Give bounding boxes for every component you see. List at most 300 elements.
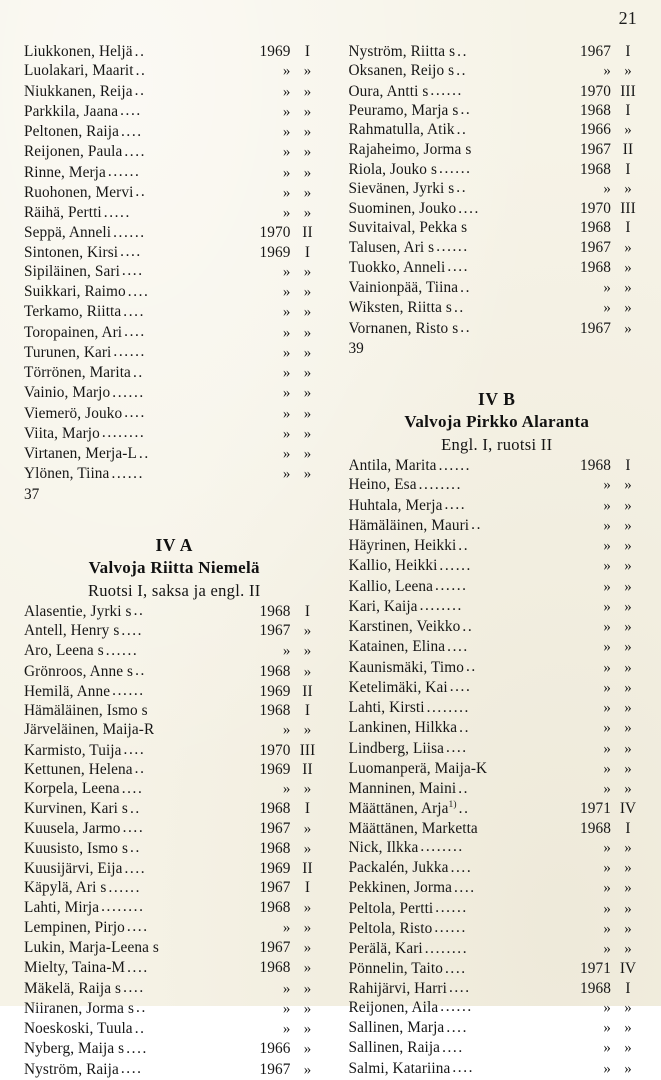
entry-level: »: [303, 425, 312, 442]
entry-year: »: [282, 164, 291, 181]
dot-leader: ..: [460, 319, 472, 336]
student-name: Peltola, Pertti: [348, 899, 434, 917]
student-name: Antell, Henry s: [24, 622, 120, 639]
entry-level: »: [303, 820, 312, 837]
student-name: Nyström, Raija: [24, 1060, 119, 1078]
student-name: Mielty, Taina-M: [24, 959, 126, 977]
entry-year: »: [282, 284, 291, 300]
entry-year: »: [282, 1000, 291, 1017]
entry-level: »: [303, 919, 312, 936]
student-entry: [349, 858, 646, 878]
entry-level: »: [303, 1021, 312, 1037]
student-name: Häyrinen, Heikki: [348, 537, 457, 554]
entry-year: 1968: [580, 979, 611, 997]
entry-level: »: [624, 122, 632, 138]
dot-leader: ..: [459, 718, 471, 736]
student-entry: [349, 617, 646, 637]
entry-year: »: [282, 980, 291, 997]
student-entry: [24, 1019, 325, 1039]
entry-year: »: [603, 920, 611, 937]
entry-year: »: [603, 839, 611, 856]
student-entry: [349, 1018, 646, 1038]
entry-year: »: [603, 1060, 611, 1077]
student-name: Viemerö, Jouko: [24, 404, 123, 422]
entry-year: »: [282, 385, 291, 402]
dot-leader: ........: [426, 698, 470, 716]
student-name: Hämäläinen, Ismo s: [24, 702, 148, 719]
entry-level: »: [624, 300, 632, 317]
entry-year: 1967: [580, 319, 611, 337]
dot-leader: ....: [122, 819, 145, 836]
entry-year: »: [282, 446, 291, 462]
dot-leader: ..: [458, 799, 470, 817]
student-name: Lahti, Kirsti: [348, 699, 425, 716]
student-entry: [24, 701, 325, 720]
entry-year: 1967: [259, 1060, 291, 1078]
entry-year: »: [603, 578, 611, 595]
entry-year: 1968: [259, 800, 291, 818]
entry-level: »: [624, 839, 632, 856]
dot-leader: ......: [435, 577, 468, 594]
student-entry: [24, 979, 325, 999]
dot-leader: ......: [111, 464, 144, 482]
student-name: Määttänen, Arja$^{1)}$: [348, 800, 457, 818]
dot-leader: ........: [424, 939, 469, 957]
student-entry: [349, 678, 646, 698]
entry-level: »: [624, 239, 632, 256]
student-name: Rahijärvi, Harri: [348, 979, 447, 997]
dot-leader: ....: [453, 878, 476, 896]
page-number: 21: [618, 8, 637, 28]
right-column: [335, 42, 646, 1080]
entry-level: »: [624, 781, 632, 797]
student-name: Peltonen, Raija: [24, 123, 119, 140]
entry-level: »: [624, 659, 632, 676]
entry-year: »: [282, 781, 291, 797]
entry-year: »: [282, 103, 291, 120]
entry-year: 1968: [580, 258, 611, 276]
student-entry: [349, 120, 646, 140]
student-entry: [349, 979, 646, 998]
entry-level: »: [624, 639, 632, 656]
entry-level: »: [624, 900, 632, 917]
entry-level: I: [625, 979, 631, 997]
subjects-line: Engl. I, ruotsi II: [441, 435, 553, 454]
entry-level: II: [302, 682, 313, 700]
student-entry: [24, 938, 325, 958]
dot-leader: ....: [127, 958, 149, 976]
entry-level: »: [303, 83, 312, 100]
entry-level: »: [624, 1060, 632, 1077]
student-entry: [349, 218, 646, 237]
student-name: Terkamo, Riitta: [24, 303, 122, 321]
student-entry: [349, 298, 646, 318]
student-entry: [349, 475, 646, 495]
dot-leader: ....: [123, 741, 146, 758]
entry-level: I: [625, 160, 631, 178]
entry-level: »: [624, 760, 632, 777]
dot-leader: ....: [446, 739, 468, 756]
dot-leader: ....: [450, 858, 473, 876]
student-name: Toropainen, Ari: [24, 323, 123, 341]
entry-level: I: [304, 702, 311, 719]
entry-year: »: [282, 466, 291, 483]
student-entry: [24, 682, 325, 701]
entry-level: IV: [619, 800, 637, 818]
student-entry: [349, 160, 646, 179]
dot-leader: ....: [121, 621, 144, 639]
student-name: Viita, Marjo: [24, 424, 100, 442]
entry-year: 1968: [580, 457, 611, 474]
dot-leader: ........: [419, 597, 463, 615]
entry-year: »: [603, 781, 611, 797]
dot-leader: ....: [446, 1018, 469, 1036]
entry-level: »: [303, 940, 312, 956]
entry-level: I: [304, 243, 311, 261]
student-name: Suikkari, Raimo: [24, 283, 126, 300]
heading-spacer: [24, 504, 325, 534]
entry-year: »: [603, 760, 611, 777]
entry-year: »: [282, 919, 291, 936]
student-entry: [349, 939, 646, 959]
dot-leader: ..: [134, 42, 146, 60]
dot-leader: ........: [101, 898, 145, 915]
student-entry: [24, 424, 325, 444]
dot-leader: ....: [120, 102, 142, 120]
entry-year: 1966: [259, 1040, 291, 1058]
entry-year: 1969: [259, 682, 291, 700]
dot-leader: ..: [135, 662, 146, 679]
dot-leader: ..: [456, 179, 468, 197]
student-name: Vainionpää, Tiina: [348, 279, 459, 296]
student-name: Tuokko, Anneli: [348, 258, 446, 276]
student-name: Karmisto, Tuija: [24, 741, 122, 759]
entry-year: 1968: [259, 959, 291, 977]
dot-leader: ......: [113, 223, 146, 241]
student-entry: [349, 516, 646, 536]
entry-year: »: [603, 180, 611, 197]
dot-leader: ..: [456, 120, 468, 138]
entry-level: »: [624, 180, 632, 197]
student-entry: [349, 998, 646, 1018]
student-name: Kari, Kaija: [348, 597, 418, 615]
student-name: Kettunen, Helena: [24, 760, 133, 778]
entry-level: »: [303, 344, 312, 361]
student-name: Nyberg, Maija s: [24, 1040, 125, 1058]
entry-year: 1967: [580, 43, 611, 60]
student-name: Karstinen, Veikko: [348, 618, 461, 635]
entry-level: »: [303, 405, 312, 422]
entry-level: I: [304, 800, 311, 818]
student-name: Noeskoski, Tuula: [24, 1020, 133, 1037]
entry-year: 1968: [259, 702, 291, 719]
entry-year: 1968: [259, 662, 291, 680]
student-name: Ylönen, Tiina: [24, 465, 110, 483]
student-entry: [24, 262, 325, 282]
entry-level: »: [624, 700, 632, 716]
dot-leader: ..: [136, 999, 147, 1017]
student-name: Kuusijärvi, Eija: [24, 860, 123, 877]
dot-leader: ..: [133, 602, 145, 620]
heading-spacer: [349, 358, 646, 388]
student-entry: [349, 739, 646, 759]
entry-level: »: [624, 999, 632, 1016]
dot-leader: ....: [126, 918, 149, 936]
entry-level: »: [624, 920, 632, 937]
entry-level: III: [620, 82, 636, 100]
student-entry: [24, 464, 325, 484]
dot-leader: ......: [430, 82, 463, 99]
dot-leader: ....: [120, 1060, 143, 1077]
dot-leader: ..: [138, 444, 150, 462]
dot-leader: ....: [444, 959, 467, 977]
dot-leader: ..: [134, 760, 146, 778]
student-entry: [349, 258, 646, 278]
student-entry: [349, 637, 646, 657]
entry-year: »: [282, 124, 291, 140]
entry-year: »: [603, 477, 611, 494]
entry-level: »: [303, 466, 312, 483]
entry-level: »: [303, 184, 312, 201]
student-name: Nyström, Riitta s: [348, 43, 456, 60]
student-name: Lukin, Marja-Leena s: [24, 939, 159, 956]
student-entry: [24, 602, 325, 621]
student-name: Käpylä, Ari s: [24, 879, 107, 897]
student-entry: [349, 238, 646, 258]
student-name: Korpela, Leena: [24, 780, 120, 797]
dot-leader: ....: [126, 1039, 148, 1057]
footnote-marker: 1): [448, 800, 457, 811]
two-column-body: [0, 42, 661, 1080]
entry-year: »: [603, 860, 611, 876]
entry-year: 1970: [580, 200, 611, 217]
student-name: Törrönen, Marita: [24, 364, 131, 381]
student-name: Heino, Esa: [348, 476, 417, 494]
class-name: IV A: [155, 534, 194, 555]
entry-year: »: [282, 425, 291, 442]
entry-level: »: [303, 1041, 312, 1058]
dot-leader: ..: [135, 183, 147, 201]
student-name: Rinne, Merja: [24, 163, 106, 181]
student-name: Ketelimäki, Kai: [348, 678, 448, 696]
student-name: Katainen, Elina: [348, 638, 446, 656]
dot-leader: ..: [456, 61, 468, 79]
entry-year: 1967: [259, 879, 291, 897]
entry-level: »: [303, 722, 312, 739]
entry-level: »: [303, 304, 312, 321]
student-entry: [349, 82, 646, 101]
student-name: Sipiläinen, Sari: [24, 262, 120, 280]
dot-leader: ........: [418, 475, 463, 493]
student-name: Peltola, Risto: [348, 919, 433, 937]
entry-year: »: [603, 679, 611, 696]
student-name: Packalén, Jukka: [348, 859, 449, 876]
student-entry: [24, 958, 325, 978]
student-name: Lahti, Mirja: [24, 898, 100, 916]
entry-year: »: [282, 643, 291, 660]
entry-year: »: [282, 184, 291, 201]
entry-year: »: [603, 999, 611, 1016]
entry-year: »: [282, 365, 291, 381]
dot-leader: ..: [471, 516, 482, 534]
entry-level: »: [303, 1000, 312, 1017]
student-entry: [349, 536, 646, 556]
entry-year: »: [282, 405, 291, 422]
student-entry: [24, 999, 325, 1019]
entry-year: »: [603, 720, 611, 737]
student-name: Suvitaival, Pekka s: [348, 219, 468, 237]
entry-year: »: [603, 740, 611, 757]
entry-year: »: [603, 659, 611, 676]
dot-leader: ....: [447, 258, 470, 276]
student-name: Talusen, Ari s: [348, 238, 435, 256]
student-entry: [24, 720, 325, 740]
student-entry: [349, 140, 646, 159]
dot-leader: ..: [129, 799, 141, 817]
dot-leader: ......: [105, 641, 139, 659]
student-entry: [349, 959, 646, 978]
student-entry: [24, 444, 325, 464]
entry-level: »: [303, 144, 312, 161]
entry-level: III: [299, 741, 316, 759]
entry-year: »: [603, 558, 611, 575]
entry-level: »: [624, 558, 632, 575]
entry-year: 1966: [580, 121, 611, 138]
entry-level: »: [303, 103, 312, 120]
entry-level: »: [303, 385, 312, 402]
dot-leader: ....: [458, 199, 480, 217]
class-heading: [24, 504, 325, 602]
student-name: Vainio, Marjo: [24, 384, 111, 402]
student-entry: [24, 1039, 325, 1059]
entry-year: »: [603, 517, 611, 534]
entry-year: 1968: [580, 160, 611, 178]
entry-year: »: [282, 1021, 291, 1037]
entry-year: 1971: [580, 800, 611, 818]
student-name: Aro, Leena s: [24, 642, 104, 660]
student-entry: [349, 101, 646, 120]
entry-year: »: [603, 639, 611, 656]
class-name: IV B: [477, 389, 516, 409]
entry-year: 1969: [259, 860, 291, 877]
student-name: Oksanen, Reijo s: [348, 62, 455, 80]
dot-leader: ....: [121, 262, 144, 280]
dot-leader: ....: [452, 1059, 475, 1076]
entry-year: »: [282, 205, 291, 221]
entry-year: »: [603, 1020, 611, 1036]
subjects-line: Ruotsi I, saksa ja engl. II: [87, 580, 261, 600]
entry-level: »: [624, 860, 632, 876]
entry-level: »: [624, 720, 632, 737]
entry-level: I: [304, 602, 311, 620]
entry-year: 1969: [259, 760, 291, 778]
student-name: Antila, Marita: [348, 457, 437, 474]
student-name: Kallio, Heikki: [348, 557, 438, 575]
entry-year: »: [603, 1040, 611, 1057]
entry-year: 1967: [580, 238, 611, 256]
entry-level: »: [624, 578, 632, 595]
student-entry: [24, 102, 325, 122]
student-entry: [24, 243, 325, 262]
student-name: Hemilä, Anne: [24, 682, 111, 700]
student-name: Lempinen, Pirjo: [24, 918, 125, 936]
dot-leader: ....: [448, 979, 471, 996]
student-entry: [349, 278, 646, 298]
entry-year: 1970: [580, 82, 611, 100]
entry-level: II: [622, 141, 634, 159]
student-name: Reijonen, Aila: [348, 998, 439, 1016]
student-entry: [24, 662, 325, 682]
student-name: Virtanen, Merja-L: [24, 445, 137, 462]
student-name: Kurvinen, Kari s: [24, 800, 128, 818]
entry-level: »: [303, 205, 312, 221]
student-name: Pekkinen, Jorma: [348, 879, 452, 897]
entry-year: 1967: [259, 819, 291, 837]
entry-level: »: [303, 63, 312, 80]
entry-year: »: [282, 344, 291, 361]
dot-leader: ..: [132, 363, 144, 381]
dot-leader: ....: [449, 678, 472, 696]
dot-leader: ..: [453, 298, 465, 316]
entry-level: II: [302, 224, 313, 242]
student-name: Pönnelin, Taito: [348, 960, 443, 978]
supervisor-name: Valvoja Pirkko Alaranta: [404, 412, 590, 431]
entry-year: »: [282, 304, 291, 321]
dot-leader: ..: [458, 779, 470, 797]
student-entry: [349, 496, 646, 516]
entry-level: »: [624, 63, 632, 80]
dot-leader: ......: [108, 878, 141, 896]
dot-leader: ..: [462, 617, 474, 635]
entry-year: »: [603, 497, 611, 514]
student-entry: [24, 122, 325, 142]
entry-year: »: [282, 83, 291, 100]
entry-level: »: [303, 781, 312, 797]
student-name: Mäkelä, Raija s: [24, 979, 122, 997]
dot-leader: ........: [420, 838, 464, 856]
entry-year: 1970: [259, 224, 291, 242]
entry-level: II: [302, 860, 313, 877]
entry-year: »: [282, 63, 291, 80]
dot-leader: ....: [124, 859, 147, 877]
student-entry: [24, 142, 325, 162]
dot-leader: ....: [120, 122, 143, 140]
student-entry: [24, 404, 325, 424]
entry-level: »: [303, 840, 312, 857]
student-entry: [349, 899, 646, 919]
student-entry: [349, 1059, 646, 1079]
student-entry: [349, 819, 646, 838]
student-name: Perälä, Kari: [348, 940, 423, 957]
entry-level: »: [303, 960, 312, 977]
entry-level: III: [620, 200, 636, 217]
entry-level: »: [303, 980, 312, 997]
entry-year: »: [603, 538, 611, 554]
entry-level: IV: [619, 960, 637, 978]
entry-year: 1971: [580, 960, 611, 978]
student-entry: [349, 779, 646, 799]
entry-year: 1969: [259, 43, 291, 60]
dot-leader: ......: [435, 899, 468, 916]
entry-level: »: [303, 263, 312, 280]
student-name: Sallinen, Raija: [348, 1039, 441, 1057]
dot-leader: ....: [124, 404, 146, 421]
student-entry: [349, 838, 646, 858]
dot-leader: ......: [112, 682, 145, 700]
entry-year: »: [603, 700, 611, 716]
student-entry: [24, 383, 325, 403]
student-entry: [349, 179, 646, 199]
